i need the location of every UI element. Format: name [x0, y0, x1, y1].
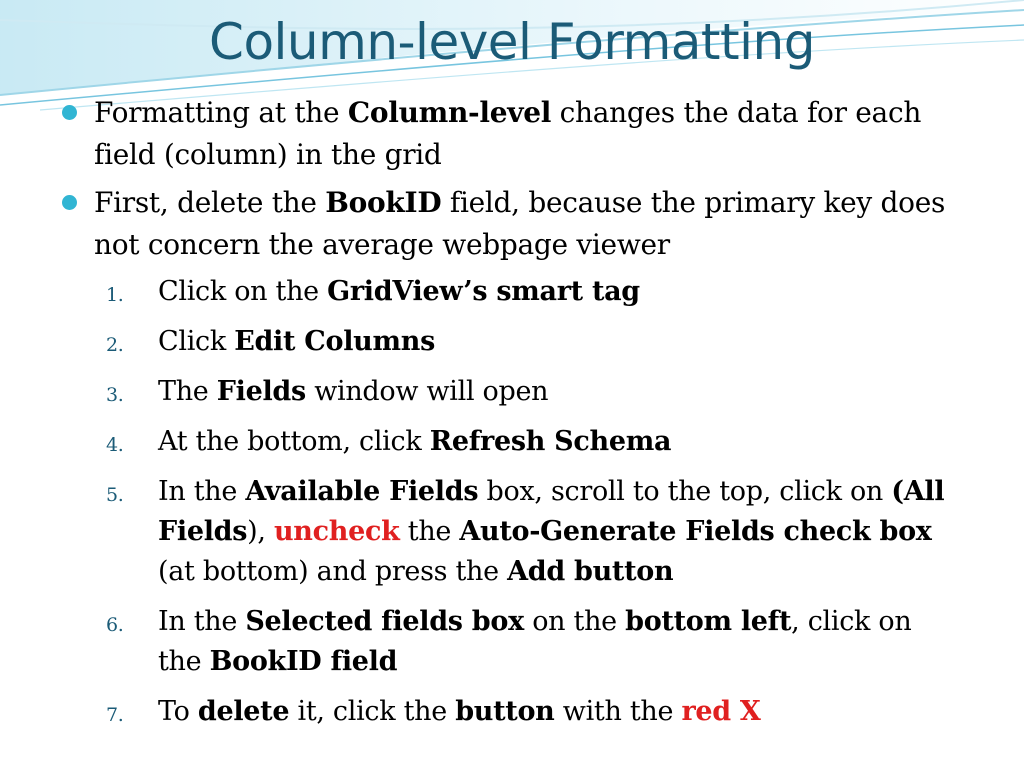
- step-number: 7.: [106, 704, 124, 726]
- step-number: 6.: [106, 614, 124, 636]
- numbered-step: [60, 372, 960, 412]
- emphasis-text: bottom left: [625, 606, 792, 637]
- text-segment: To: [158, 696, 198, 727]
- numbered-step: [60, 422, 960, 462]
- text-segment: field, because the primary key does not concern the average webpage viewer: [94, 186, 946, 261]
- text-segment: (at bottom) and press the: [158, 556, 508, 587]
- emphasis-text: uncheck: [273, 516, 400, 547]
- emphasis-text: Refresh Schema: [429, 426, 672, 457]
- step-text: [158, 606, 911, 677]
- emphasis-text: (All Fields: [158, 476, 945, 547]
- bullet-dot-icon: [62, 195, 77, 210]
- step-text: [158, 426, 671, 457]
- bullet-text: [94, 96, 921, 171]
- step-number: 2.: [106, 334, 124, 356]
- emphasis-text: Column-level: [347, 96, 552, 129]
- step-text: [158, 326, 435, 357]
- text-segment: The: [158, 376, 217, 407]
- emphasis-text: BookID field: [209, 646, 398, 677]
- step-number: 5.: [106, 484, 124, 506]
- step-number: 3.: [106, 384, 124, 406]
- page-title: Column-level Formatting: [209, 13, 815, 71]
- numbered-step: [60, 472, 960, 592]
- text-segment: box, scroll to the top, click on: [478, 476, 892, 507]
- step-number: 1.: [106, 284, 124, 306]
- text-segment: Click: [158, 326, 235, 357]
- numbered-step: [60, 602, 960, 682]
- emphasis-text: Add button: [507, 556, 674, 587]
- bullet-list: [60, 92, 960, 266]
- emphasis-text: button: [455, 696, 555, 727]
- step-text: [158, 376, 548, 407]
- emphasis-text: Available Fields: [245, 476, 479, 507]
- text-segment: the: [399, 516, 460, 547]
- text-segment: window will open: [305, 376, 549, 407]
- text-segment: First, delete the: [94, 186, 326, 219]
- slide-content: [60, 92, 960, 742]
- text-segment: In the: [158, 606, 246, 637]
- numbered-step: [60, 322, 960, 362]
- bullet-dot-icon: [62, 105, 77, 120]
- step-number: 4.: [106, 434, 124, 456]
- step-text: [158, 696, 761, 727]
- emphasis-text: Fields: [216, 376, 306, 407]
- text-segment: Formatting at the: [94, 96, 348, 129]
- text-segment: , click on the: [158, 606, 912, 677]
- text-segment: changes the data for each field (column) in the grid: [94, 96, 922, 171]
- text-segment: it, click the: [289, 696, 456, 727]
- emphasis-text: BookID: [325, 186, 442, 219]
- text-segment: Click on the: [158, 276, 328, 307]
- numbered-step-list: [60, 272, 960, 732]
- step-text: [158, 476, 944, 587]
- bullet-text: [94, 186, 945, 261]
- text-segment: with the: [554, 696, 682, 727]
- text-segment: on the: [523, 606, 626, 637]
- text-segment: At the bottom, click: [158, 426, 430, 457]
- emphasis-text: GridView’s smart tag: [327, 276, 640, 307]
- emphasis-text: Edit Columns: [234, 326, 435, 357]
- emphasis-text: Selected fields box: [245, 606, 524, 637]
- bullet-item: [60, 92, 960, 176]
- numbered-step: [60, 692, 960, 732]
- text-segment: ),: [247, 516, 274, 547]
- step-text: [158, 276, 640, 307]
- emphasis-text: red X: [681, 696, 761, 727]
- emphasis-text: Auto-Generate Fields check box: [459, 516, 932, 547]
- bullet-item: [60, 182, 960, 266]
- emphasis-text: delete: [197, 696, 290, 727]
- numbered-step: [60, 272, 960, 312]
- text-segment: In the: [158, 476, 246, 507]
